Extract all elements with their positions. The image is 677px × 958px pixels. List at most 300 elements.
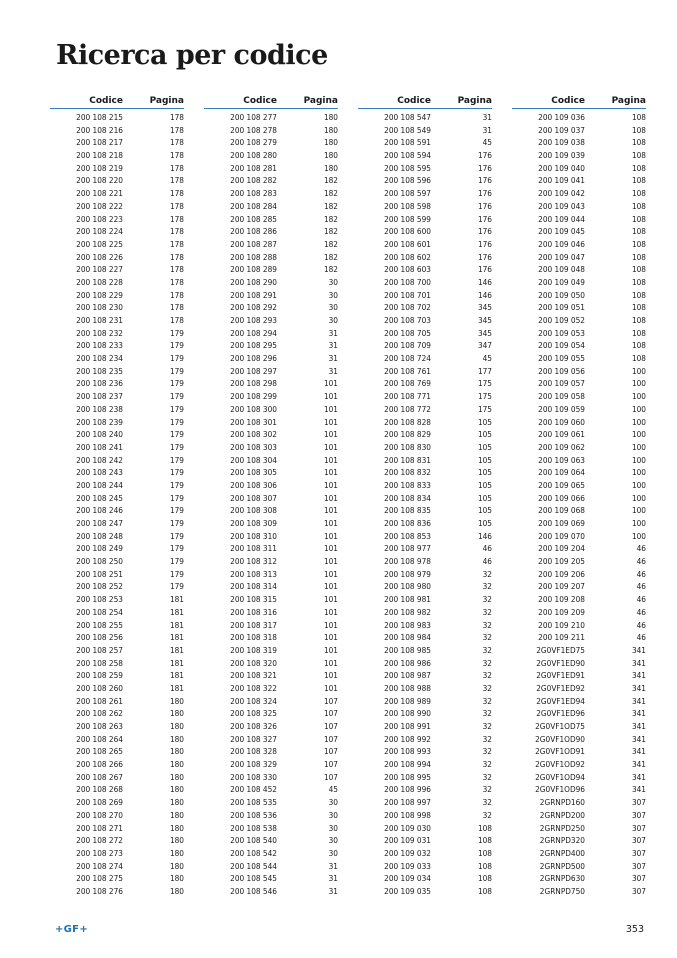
table-row (204, 619, 338, 632)
code-cell: 200 108 330 (230, 771, 277, 782)
page-cell: 178 (169, 200, 184, 211)
code-cell: 200 108 321 (230, 670, 277, 681)
page-cell: 108 (631, 276, 646, 287)
code-cell: 200 108 245 (76, 492, 123, 503)
code-cell: 200 109 061 (538, 429, 585, 440)
page-cell: 179 (169, 429, 184, 440)
table-row (358, 479, 492, 492)
page-cell: 345 (477, 302, 492, 313)
table-row (50, 225, 184, 238)
page-cell: 179 (169, 353, 184, 364)
table-row (204, 124, 338, 137)
table-row (512, 847, 646, 860)
code-cell: 200 109 055 (538, 353, 585, 364)
page-cell: 180 (169, 695, 184, 706)
table-row (512, 834, 646, 847)
page-cell: 108 (631, 251, 646, 262)
page-cell: 181 (169, 619, 184, 630)
code-cell: 200 108 286 (230, 226, 277, 237)
code-cell: 200 108 279 (230, 137, 277, 148)
page-cell: 100 (631, 454, 646, 465)
code-cell: 200 108 225 (76, 238, 123, 249)
table-row (512, 885, 646, 898)
code-cell: 200 108 998 (384, 809, 431, 820)
code-cell: 200 109 069 (538, 518, 585, 528)
code-cell: 200 108 302 (230, 429, 277, 440)
code-cell: 200 108 993 (384, 746, 431, 757)
page-cell: 146 (477, 276, 492, 287)
table-row (358, 416, 492, 429)
page-cell: 101 (323, 429, 338, 440)
table-row (204, 504, 338, 517)
page-cell: 307 (631, 809, 646, 820)
page-cell: 31 (328, 365, 338, 376)
code-cell: 200 108 215 (76, 112, 123, 122)
code-cell: 200 108 292 (230, 302, 277, 313)
code-cell: 200 109 032 (384, 847, 431, 858)
table-row (204, 580, 338, 593)
code-cell: 200 108 988 (384, 682, 431, 693)
code-cell: 200 108 226 (76, 251, 123, 262)
table-row (512, 466, 646, 479)
code-cell: 200 108 310 (230, 530, 277, 541)
page-cell: 100 (631, 391, 646, 402)
table-row (512, 517, 646, 530)
page-cell: 100 (631, 403, 646, 414)
header-page: Pagina (149, 96, 184, 106)
table-row (50, 885, 184, 898)
page-cell: 101 (323, 619, 338, 630)
page-cell: 108 (631, 175, 646, 186)
code-cell: 200 108 257 (76, 644, 123, 655)
page-cell: 307 (631, 822, 646, 833)
table-row (358, 238, 492, 251)
code-cell: 200 108 262 (76, 708, 123, 719)
code-cell: 2G0VF1ED91 (536, 670, 585, 681)
table-row (512, 352, 646, 365)
page-cell: 108 (631, 162, 646, 173)
table-row (358, 327, 492, 340)
page-cell: 107 (323, 746, 338, 757)
page-cell: 32 (482, 606, 492, 617)
table-row (204, 847, 338, 860)
code-cell: 200 108 294 (230, 327, 277, 338)
column-header (204, 94, 338, 109)
code-cell: 200 108 830 (384, 441, 431, 452)
index-column (204, 94, 338, 898)
table-row (204, 822, 338, 835)
page-cell: 181 (169, 594, 184, 605)
code-cell: 200 108 220 (76, 175, 123, 186)
code-cell: 200 108 829 (384, 429, 431, 440)
code-cell: 200 108 979 (384, 568, 431, 579)
code-cell: 200 109 056 (538, 365, 585, 376)
page-cell: 100 (631, 505, 646, 516)
code-cell: 200 109 058 (538, 391, 585, 402)
code-cell: 2GRNPD400 (539, 847, 585, 858)
table-row (50, 238, 184, 251)
table-row (512, 479, 646, 492)
page-cell: 105 (477, 467, 492, 478)
table-row (50, 416, 184, 429)
table-row (512, 377, 646, 390)
table-row (512, 745, 646, 758)
table-row (50, 669, 184, 682)
code-cell: 2G0VF1OD94 (535, 771, 585, 782)
page-cell: 178 (169, 150, 184, 161)
page-cell: 179 (169, 568, 184, 579)
page-cell: 32 (482, 759, 492, 770)
page-cell: 101 (323, 594, 338, 605)
code-cell: 200 109 038 (538, 137, 585, 148)
table-row (358, 834, 492, 847)
table-row (358, 695, 492, 708)
code-cell: 200 109 068 (538, 505, 585, 516)
page-cell: 347 (477, 340, 492, 351)
table-row (50, 136, 184, 149)
page-cell: 105 (477, 454, 492, 465)
code-cell: 200 108 319 (230, 644, 277, 655)
code-cell: 200 109 207 (538, 581, 585, 592)
page-cell: 101 (323, 391, 338, 402)
page-cell: 179 (169, 365, 184, 376)
code-cell: 2G0VF1OD90 (535, 733, 585, 744)
page-cell: 179 (169, 441, 184, 452)
page-cell: 108 (631, 327, 646, 338)
index-rows (512, 109, 646, 898)
code-cell: 200 108 265 (76, 746, 123, 757)
table-row (204, 327, 338, 340)
table-row (512, 251, 646, 264)
table-row (512, 339, 646, 352)
table-row (512, 314, 646, 327)
table-row (512, 580, 646, 593)
code-cell: 200 108 241 (76, 441, 123, 452)
code-cell: 200 109 033 (384, 860, 431, 871)
table-row (50, 504, 184, 517)
index-column (358, 94, 492, 898)
code-cell: 200 108 271 (76, 822, 123, 833)
table-row (204, 669, 338, 682)
page-cell: 46 (636, 543, 646, 554)
code-cell: 200 108 238 (76, 403, 123, 414)
table-row (204, 377, 338, 390)
page-cell: 179 (169, 543, 184, 554)
code-cell: 200 108 306 (230, 479, 277, 490)
page-cell: 31 (482, 112, 492, 122)
table-row (358, 162, 492, 175)
table-row (358, 352, 492, 365)
page-cell: 108 (631, 264, 646, 275)
table-row (50, 403, 184, 416)
table-row (512, 822, 646, 835)
table-row (50, 479, 184, 492)
table-row (512, 695, 646, 708)
table-row (50, 733, 184, 746)
table-row (204, 213, 338, 226)
page-cell: 108 (477, 822, 492, 833)
code-cell: 200 109 047 (538, 251, 585, 262)
page-cell: 181 (169, 670, 184, 681)
code-cell: 200 108 259 (76, 670, 123, 681)
table-row (512, 213, 646, 226)
code-cell: 200 108 233 (76, 340, 123, 351)
code-cell: 2GRNPD500 (539, 860, 585, 871)
table-row (512, 263, 646, 276)
page-cell: 46 (482, 556, 492, 567)
code-cell: 200 109 040 (538, 162, 585, 173)
table-row (50, 631, 184, 644)
table-row (204, 593, 338, 606)
page-cell: 179 (169, 416, 184, 427)
table-row (204, 783, 338, 796)
table-row (512, 504, 646, 517)
page-cell: 101 (323, 581, 338, 592)
page-cell: 30 (328, 835, 338, 846)
page-cell: 178 (169, 302, 184, 313)
page-cell: 32 (482, 632, 492, 643)
page-cell: 101 (323, 378, 338, 389)
page-cell: 179 (169, 403, 184, 414)
code-cell: 2G0VF1ED94 (536, 695, 585, 706)
table-row (358, 530, 492, 543)
table-row (358, 796, 492, 809)
page-cell: 178 (169, 289, 184, 300)
page-cell: 108 (631, 238, 646, 249)
table-row (358, 276, 492, 289)
code-cell: 200 108 994 (384, 759, 431, 770)
page-cell: 341 (631, 657, 646, 668)
page-cell: 179 (169, 581, 184, 592)
page-cell: 178 (169, 213, 184, 224)
table-row (50, 796, 184, 809)
page-cell: 180 (169, 809, 184, 820)
table-row (50, 517, 184, 530)
code-cell: 200 109 208 (538, 594, 585, 605)
code-cell: 200 108 317 (230, 619, 277, 630)
code-cell: 200 108 227 (76, 264, 123, 275)
page-cell: 46 (482, 543, 492, 554)
header-page: Pagina (611, 96, 646, 106)
page-cell: 341 (631, 771, 646, 782)
page-cell: 46 (636, 556, 646, 567)
table-row (358, 454, 492, 467)
code-cell: 200 108 256 (76, 632, 123, 643)
page-cell: 31 (328, 860, 338, 871)
page-cell: 176 (477, 251, 492, 262)
page-cell: 101 (323, 403, 338, 414)
page-cell: 31 (328, 327, 338, 338)
code-cell: 200 108 288 (230, 251, 277, 262)
page-cell: 176 (477, 162, 492, 173)
code-cell: 200 108 596 (384, 175, 431, 186)
table-row (358, 504, 492, 517)
table-row (50, 872, 184, 885)
code-cell: 200 108 982 (384, 606, 431, 617)
page-cell: 179 (169, 556, 184, 567)
code-cell: 200 108 315 (230, 594, 277, 605)
page-cell: 179 (169, 467, 184, 478)
table-row (204, 872, 338, 885)
page-cell: 178 (169, 238, 184, 249)
index-rows (358, 109, 492, 898)
table-row (358, 517, 492, 530)
page-cell: 101 (323, 632, 338, 643)
table-row (512, 492, 646, 505)
code-cell: 200 108 538 (230, 822, 277, 833)
table-row (358, 149, 492, 162)
code-cell: 200 108 232 (76, 327, 123, 338)
code-cell: 2GRNPD750 (539, 885, 585, 896)
header-code: Codice (89, 96, 123, 106)
gf-logo: +GF+ (55, 924, 88, 935)
page-cell: 307 (631, 873, 646, 884)
code-cell: 200 109 043 (538, 200, 585, 211)
page-cell: 101 (323, 454, 338, 465)
table-row (512, 149, 646, 162)
page-cell: 108 (631, 200, 646, 211)
page-cell: 178 (169, 162, 184, 173)
code-cell: 200 108 296 (230, 353, 277, 364)
page-cell: 107 (323, 733, 338, 744)
page-cell: 45 (328, 784, 338, 795)
code-cell: 200 108 326 (230, 721, 277, 731)
page-cell: 32 (482, 594, 492, 605)
page-cell: 176 (477, 264, 492, 275)
page-cell: 180 (169, 759, 184, 770)
table-row (50, 428, 184, 441)
table-row (358, 720, 492, 733)
page-cell: 100 (631, 429, 646, 440)
page-cell: 307 (631, 885, 646, 896)
code-cell: 200 108 320 (230, 657, 277, 668)
page-cell: 178 (169, 137, 184, 148)
code-cell: 200 109 206 (538, 568, 585, 579)
table-row (204, 314, 338, 327)
code-cell: 200 109 205 (538, 556, 585, 567)
table-row (50, 847, 184, 860)
table-row (512, 225, 646, 238)
code-cell: 2GRNPD160 (539, 797, 585, 808)
index-column (50, 94, 184, 898)
table-row (204, 466, 338, 479)
code-cell: 200 108 231 (76, 315, 123, 325)
code-cell: 200 109 034 (384, 873, 431, 884)
code-cell: 200 108 595 (384, 162, 431, 173)
page-cell: 32 (482, 771, 492, 782)
page-number: 353 (625, 924, 644, 935)
page-cell: 146 (477, 530, 492, 541)
table-row (512, 555, 646, 568)
code-cell: 200 108 223 (76, 213, 123, 224)
page-cell: 182 (323, 264, 338, 275)
table-row (204, 860, 338, 873)
code-cell: 200 108 325 (230, 708, 277, 719)
table-row (204, 301, 338, 314)
code-cell: 200 108 273 (76, 847, 123, 858)
code-cell: 2GRNPD630 (539, 873, 585, 884)
code-cell: 200 108 269 (76, 797, 123, 808)
page-cell: 100 (631, 492, 646, 503)
table-row (358, 555, 492, 568)
code-cell: 200 108 253 (76, 594, 123, 605)
code-cell: 2G0VF1ED96 (536, 708, 585, 719)
page-cell: 32 (482, 746, 492, 757)
table-row (512, 301, 646, 314)
code-cell: 200 108 594 (384, 150, 431, 161)
code-cell: 200 108 992 (384, 733, 431, 744)
table-row (50, 720, 184, 733)
code-cell: 200 108 236 (76, 378, 123, 389)
table-row (204, 225, 338, 238)
code-cell: 200 108 229 (76, 289, 123, 300)
page-cell: 101 (323, 479, 338, 490)
code-cell: 200 108 251 (76, 568, 123, 579)
page-cell: 108 (631, 289, 646, 300)
page-cell: 108 (631, 124, 646, 135)
page-cell: 108 (477, 885, 492, 896)
table-row (204, 479, 338, 492)
page-cell: 100 (631, 441, 646, 452)
code-cell: 2GRNPD200 (539, 809, 585, 820)
table-row (358, 492, 492, 505)
page-cell: 182 (323, 251, 338, 262)
code-cell: 200 108 304 (230, 454, 277, 465)
page-cell: 101 (323, 492, 338, 503)
table-row (50, 695, 184, 708)
page-cell: 30 (328, 315, 338, 325)
table-row (358, 441, 492, 454)
code-cell: 200 108 276 (76, 885, 123, 896)
code-cell: 200 109 035 (384, 885, 431, 896)
page-cell: 175 (477, 391, 492, 402)
table-row (512, 530, 646, 543)
page-cell: 180 (169, 873, 184, 884)
table-row (358, 771, 492, 784)
table-row (358, 644, 492, 657)
page-cell: 175 (477, 378, 492, 389)
code-cell: 200 108 591 (384, 137, 431, 148)
page-cell: 108 (631, 150, 646, 161)
table-row (50, 390, 184, 403)
table-row (512, 707, 646, 720)
page-cell: 180 (323, 124, 338, 135)
code-cell: 200 108 997 (384, 797, 431, 808)
code-cell: 200 109 036 (538, 112, 585, 122)
code-cell: 200 108 255 (76, 619, 123, 630)
code-index-tables (50, 94, 646, 898)
page-cell: 101 (323, 644, 338, 655)
table-row (50, 644, 184, 657)
code-cell: 200 109 053 (538, 327, 585, 338)
code-cell: 200 109 063 (538, 454, 585, 465)
page-cell: 180 (169, 797, 184, 808)
table-row (204, 289, 338, 302)
page-cell: 341 (631, 759, 646, 770)
code-cell: 200 108 977 (384, 543, 431, 554)
code-cell: 200 108 986 (384, 657, 431, 668)
page-cell: 105 (477, 492, 492, 503)
code-cell: 200 108 324 (230, 695, 277, 706)
page-cell: 176 (477, 226, 492, 237)
code-cell: 200 108 252 (76, 581, 123, 592)
code-cell: 200 109 054 (538, 340, 585, 351)
page-cell: 101 (323, 670, 338, 681)
code-cell: 200 108 284 (230, 200, 277, 211)
page-cell: 180 (323, 137, 338, 148)
table-row (50, 657, 184, 670)
code-cell: 200 108 228 (76, 276, 123, 287)
